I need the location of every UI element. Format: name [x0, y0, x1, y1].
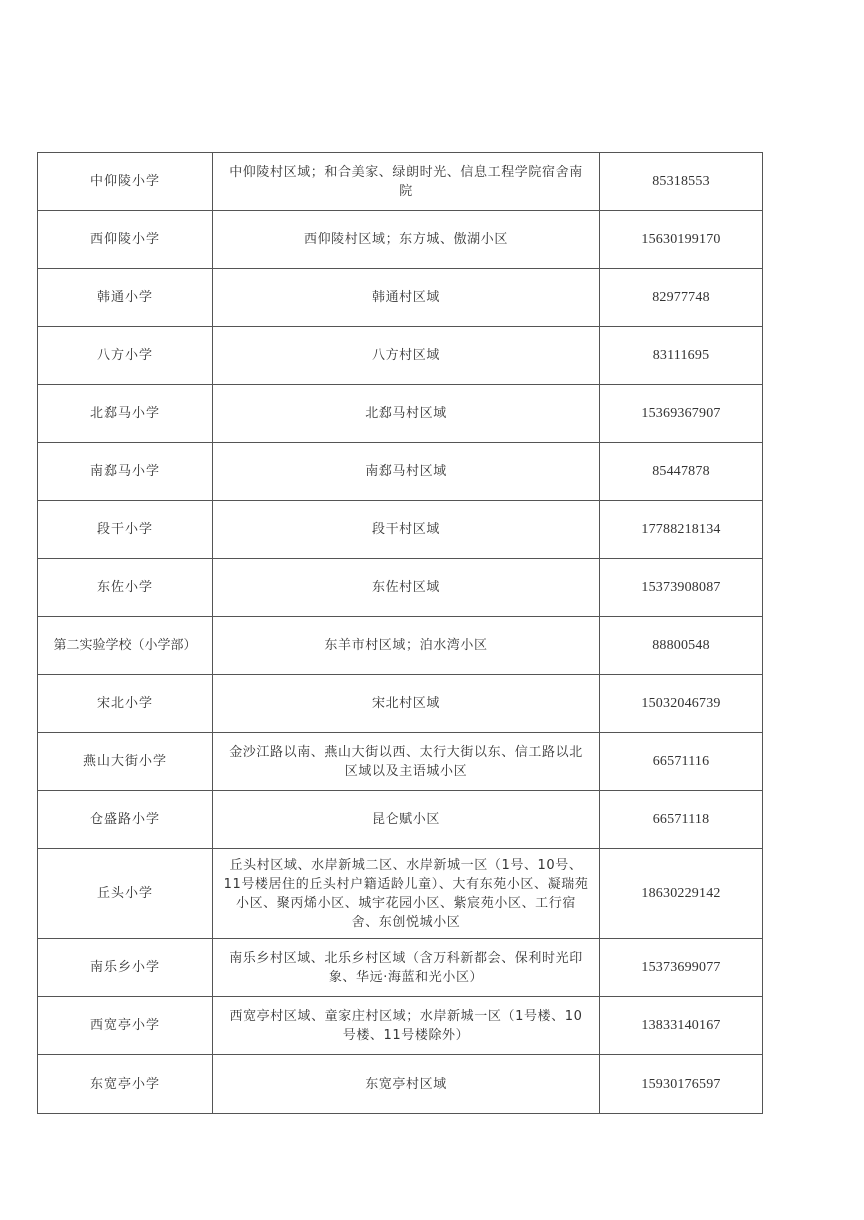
enrollment-area: 丘头村区域、水岸新城二区、水岸新城一区（1号、10号、11号楼居住的丘头村户籍适龄儿童）、大有东苑小区、凝瑞苑小区、聚丙烯小区、城宇花园小区、紫宸苑小区、工行宿舍、东创悦城小区 [213, 849, 600, 939]
table-row [38, 153, 763, 211]
school-name: 第二实验学校（小学部） [38, 617, 213, 675]
enrollment-area: 段干村区域 [213, 501, 600, 559]
enrollment-area: 西仰陵村区域；东方城、傲湖小区 [213, 211, 600, 269]
contact-phone: 15373699077 [600, 939, 763, 997]
contact-phone: 83111695 [600, 327, 763, 385]
table-row [38, 559, 763, 617]
table-row [38, 791, 763, 849]
school-name: 中仰陵小学 [38, 153, 213, 211]
enrollment-area: 西宽亭村区域、童家庄村区域；水岸新城一区（1号楼、10号楼、11号楼除外） [213, 997, 600, 1055]
contact-phone: 17788218134 [600, 501, 763, 559]
enrollment-area: 东佐村区域 [213, 559, 600, 617]
school-name: 韩通小学 [38, 269, 213, 327]
table-row [38, 997, 763, 1055]
table-row [38, 327, 763, 385]
contact-phone: 82977748 [600, 269, 763, 327]
contact-phone: 15373908087 [600, 559, 763, 617]
contact-phone: 15032046739 [600, 675, 763, 733]
enrollment-area: 八方村区域 [213, 327, 600, 385]
contact-phone: 85318553 [600, 153, 763, 211]
school-name: 南郄马小学 [38, 443, 213, 501]
table-row [38, 385, 763, 443]
contact-phone: 18630229142 [600, 849, 763, 939]
contact-phone: 66571116 [600, 733, 763, 791]
school-name: 西宽亭小学 [38, 997, 213, 1055]
table-row [38, 939, 763, 997]
enrollment-area: 韩通村区域 [213, 269, 600, 327]
enrollment-area: 南郄马村区域 [213, 443, 600, 501]
school-name: 东宽亭小学 [38, 1055, 213, 1114]
enrollment-area: 东宽亭村区域 [213, 1055, 600, 1114]
table-row [38, 849, 763, 939]
enrollment-area: 北郄马村区域 [213, 385, 600, 443]
school-name: 南乐乡小学 [38, 939, 213, 997]
enrollment-area: 宋北村区域 [213, 675, 600, 733]
school-name: 段干小学 [38, 501, 213, 559]
table-row [38, 211, 763, 269]
table-row [38, 617, 763, 675]
contact-phone: 15630199170 [600, 211, 763, 269]
contact-phone: 15369367907 [600, 385, 763, 443]
contact-phone: 13833140167 [600, 997, 763, 1055]
contact-phone: 88800548 [600, 617, 763, 675]
enrollment-area: 南乐乡村区域、北乐乡村区域（含万科新都会、保利时光印象、华远·海蓝和光小区） [213, 939, 600, 997]
school-name: 西仰陵小学 [38, 211, 213, 269]
school-name: 八方小学 [38, 327, 213, 385]
contact-phone: 15930176597 [600, 1055, 763, 1114]
enrollment-area: 金沙江路以南、燕山大街以西、太行大街以东、信工路以北区域以及主语城小区 [213, 733, 600, 791]
table-row [38, 733, 763, 791]
table-row [38, 675, 763, 733]
school-name: 宋北小学 [38, 675, 213, 733]
enrollment-area: 昆仑赋小区 [213, 791, 600, 849]
contact-phone: 85447878 [600, 443, 763, 501]
school-name: 仓盛路小学 [38, 791, 213, 849]
school-name: 丘头小学 [38, 849, 213, 939]
enrollment-area: 中仰陵村区域；和合美家、绿朗时光、信息工程学院宿舍南院 [213, 153, 600, 211]
school-name: 燕山大街小学 [38, 733, 213, 791]
school-name: 东佐小学 [38, 559, 213, 617]
table-row [38, 269, 763, 327]
table-row [38, 1055, 763, 1114]
enrollment-area: 东羊市村区域；泊水湾小区 [213, 617, 600, 675]
contact-phone: 66571118 [600, 791, 763, 849]
table-row [38, 443, 763, 501]
school-district-table [37, 152, 763, 1114]
table-row [38, 501, 763, 559]
school-name: 北郄马小学 [38, 385, 213, 443]
